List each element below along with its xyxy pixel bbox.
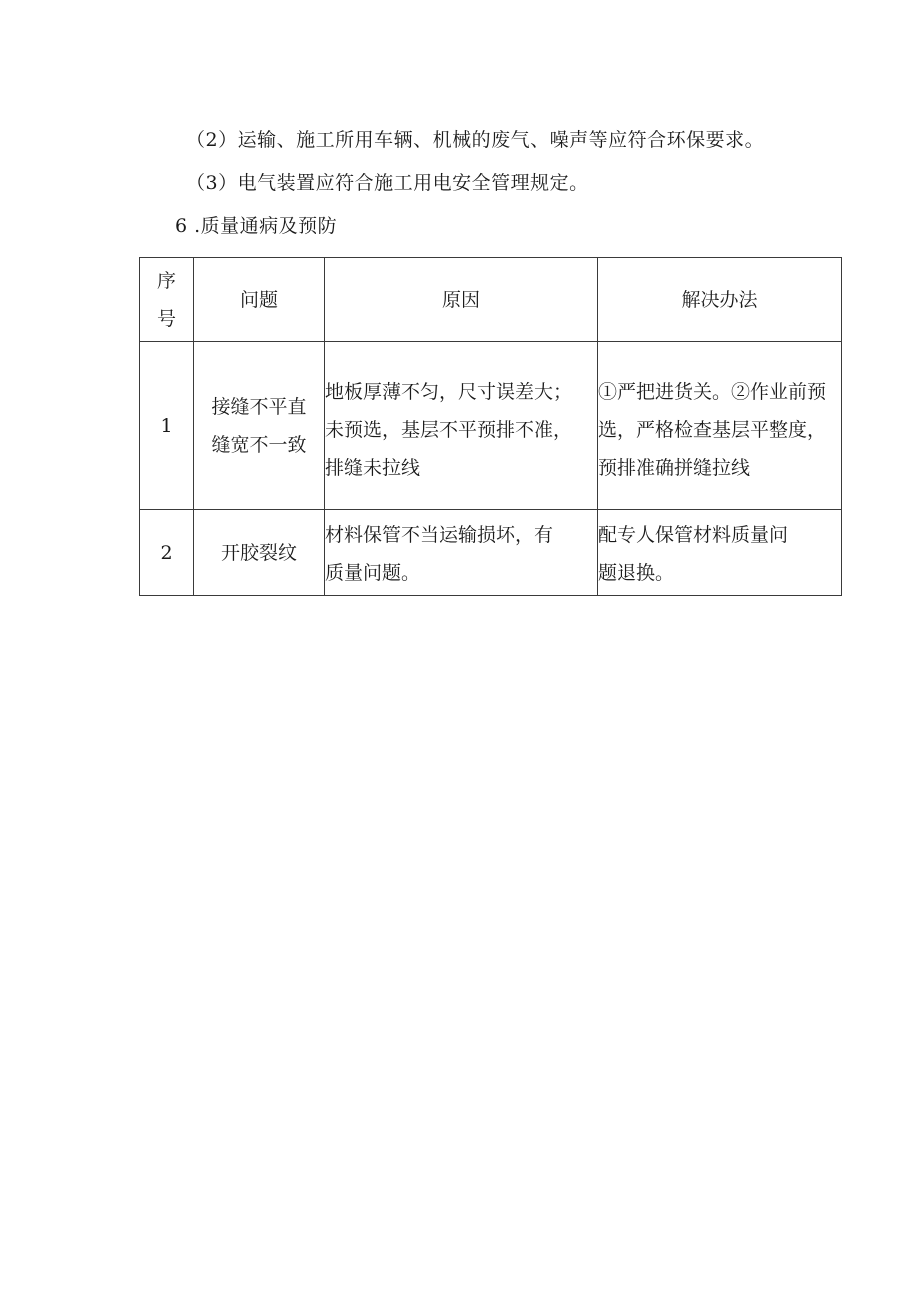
quality-issues-table xyxy=(139,257,842,596)
solution-line: 配专人保管材料质量问 xyxy=(598,523,789,546)
row-number: 1 xyxy=(140,342,194,510)
row-solution xyxy=(598,510,842,596)
solution-line: 选，严格检查基层平整度， xyxy=(598,418,827,441)
table-row xyxy=(140,342,842,510)
cause-line: 未预选，基层不平预排不准， xyxy=(325,418,573,441)
row-number: 2 xyxy=(140,510,194,596)
row-problem: 开胶裂纹 xyxy=(194,510,325,596)
header-serial-line-2: 号 xyxy=(156,307,176,330)
paragraph-item-3: （3）电气装置应符合施工用电安全管理规定。 xyxy=(186,172,589,194)
section-heading: 6 .质量通病及预防 xyxy=(175,215,338,237)
problem-line: 接缝不平直 xyxy=(211,395,307,418)
row-cause xyxy=(325,510,598,596)
solution-line: 题退换。 xyxy=(598,561,675,584)
table-header-row xyxy=(140,258,842,342)
cause-line: 排缝未拉线 xyxy=(325,456,421,479)
cause-line: 质量问题。 xyxy=(325,561,421,584)
header-serial-line-1: 序 xyxy=(156,269,176,292)
table-row xyxy=(140,510,842,596)
problem-line: 缝宽不一致 xyxy=(211,433,307,456)
solution-line: 预排准确拼缝拉线 xyxy=(598,456,751,479)
cause-line: 地板厚薄不匀，尺寸误差大； xyxy=(325,380,573,403)
header-cause: 原因 xyxy=(325,258,598,342)
header-solution: 解决办法 xyxy=(598,258,842,342)
row-cause xyxy=(325,342,598,510)
solution-line: ①严把进货关。②作业前预 xyxy=(598,380,827,403)
cause-line: 材料保管不当运输损坏，有 xyxy=(325,523,554,546)
row-solution xyxy=(598,342,842,510)
paragraph-item-2: （2）运输、施工所用车辆、机械的废气、噪声等应符合环保要求。 xyxy=(186,129,765,151)
header-problem: 问题 xyxy=(194,258,325,342)
row-problem xyxy=(194,342,325,510)
header-serial-number xyxy=(140,258,194,342)
